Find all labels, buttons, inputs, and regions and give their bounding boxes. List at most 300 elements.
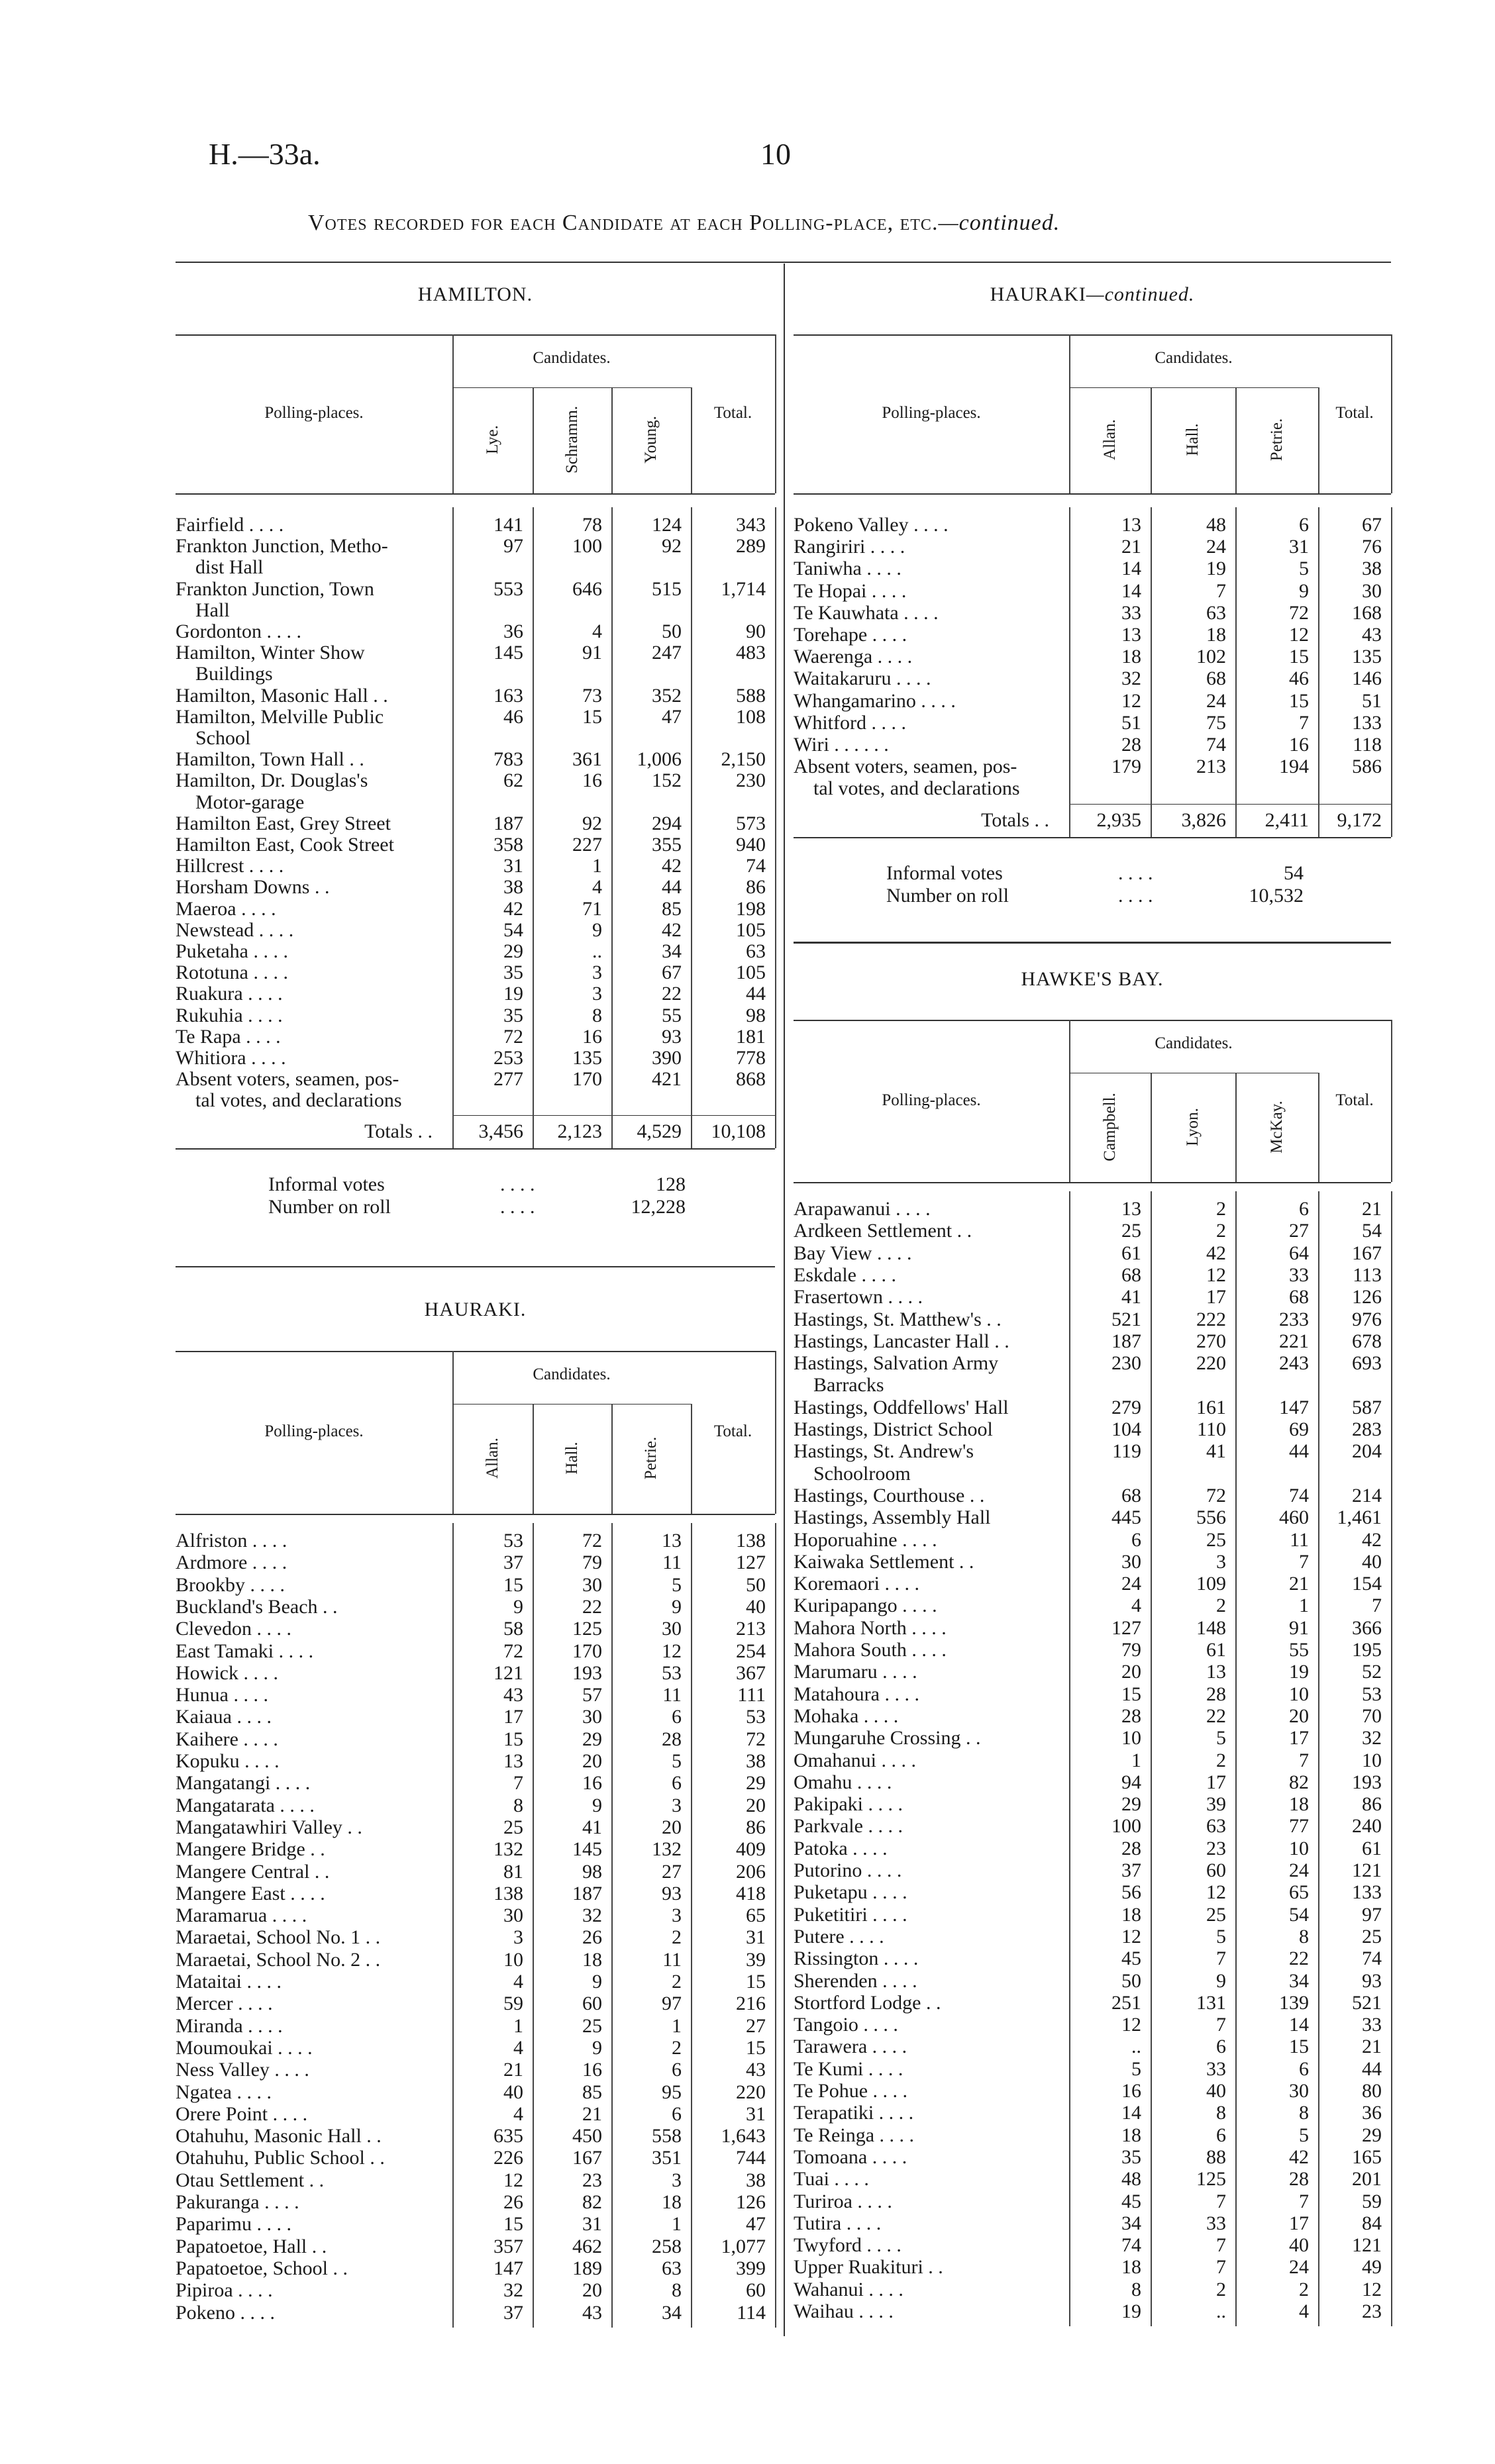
hawkes_bay-row-name: Kuripapango . . . . — [794, 1595, 937, 1617]
hauraki-row-value: 187 — [572, 1882, 602, 1904]
hauraki_cont-row-value: 51 — [1121, 711, 1141, 734]
hawkes_bay-row-value: 91 — [1289, 1616, 1309, 1639]
hawkes_bay-row-value: 41 — [1121, 1286, 1141, 1308]
hawkes_bay-row-name: Waihau . . . . — [794, 2300, 894, 2322]
hamilton-row-value: 15 — [582, 705, 602, 728]
hawkes_bay-row-name: Tuai . . . . — [794, 2168, 869, 2191]
hauraki-row-value: 15 — [746, 2036, 766, 2059]
hawkes_bay-row-value: 28 — [1289, 2168, 1309, 2191]
hauraki-row-value: 220 — [736, 2081, 766, 2103]
hawkes_bay-row-value: 678 — [1352, 1330, 1382, 1352]
hawkes_bay-row-name: Koremaori . . . . — [794, 1573, 919, 1595]
hawkes_bay-row-value: 10 — [1289, 1837, 1309, 1859]
hauraki-row-name: Papatoetoe, School . . — [176, 2257, 348, 2279]
hamilton-row-name: Hillcrest . . . . — [176, 855, 284, 877]
hawkes_bay-row-name: Bay View . . . . — [794, 1242, 912, 1264]
hauraki_cont-row-name: Whangamarino . . . . — [794, 689, 956, 712]
hauraki_cont-row-value: 33 — [1121, 601, 1141, 624]
hamilton-row-value: 16 — [582, 769, 602, 792]
hauraki-row-value: 1 — [513, 2014, 523, 2037]
hauraki_cont-totals-col-rule — [1235, 804, 1237, 837]
hauraki-row-value: 9 — [672, 1595, 682, 1618]
hauraki_cont-row-name: Rangiriri . . . . — [794, 536, 905, 558]
hamilton-informal-label: Informal votes — [268, 1173, 385, 1195]
hamilton-row-name: Absent voters, seamen, pos- — [176, 1068, 399, 1091]
hawkes_bay-row-value: 7 — [1216, 2234, 1226, 2257]
hamilton-row-name: Te Rapa . . . . — [176, 1025, 281, 1048]
hawkes_bay-row-name: Putorino . . . . — [794, 1859, 902, 1881]
hamilton-row-value: 72 — [503, 1025, 523, 1048]
hamilton-candidate-2: Young. — [642, 416, 660, 464]
hauraki-row-name: Alfriston . . . . — [176, 1530, 287, 1552]
hauraki_cont-title-continued: —continued. — [1086, 283, 1195, 305]
hawkes_bay-row-value: 69 — [1289, 1418, 1309, 1440]
hauraki-row-name: Kopuku . . . . — [176, 1750, 280, 1772]
hawkes_bay-candidate-1: Lyon. — [1184, 1107, 1202, 1146]
hamilton-totals-label: Totals . . — [364, 1120, 433, 1142]
hamilton-roll-dots: . . . . — [500, 1195, 535, 1218]
hawkes_bay-row-name: Patoka . . . . — [794, 1837, 888, 1859]
hamilton-row-value: 92 — [662, 535, 682, 558]
hamilton-row-value: 44 — [746, 983, 766, 1005]
hamilton-header-col-rule — [691, 387, 692, 493]
hawkes_bay-row-value: 243 — [1279, 1352, 1309, 1375]
hawkes_bay-row-value: 48 — [1121, 2168, 1141, 2191]
hawkes_bay-row-name: Stortford Lodge . . — [794, 1991, 941, 2014]
hauraki-title: HAURAKI. — [424, 1299, 527, 1320]
hawkes_bay-row-value: 220 — [1196, 1352, 1226, 1375]
hamilton-row-value: 44 — [662, 876, 682, 899]
hawkes_bay-body-col-rule — [1069, 1191, 1070, 2326]
hauraki-row-value: 226 — [493, 2147, 523, 2169]
hamilton-row-value: 71 — [582, 897, 602, 920]
hauraki_cont-row-value: 213 — [1196, 756, 1226, 778]
hauraki-candidate-0: Allan. — [483, 1438, 501, 1479]
hamilton-row-value: 42 — [662, 918, 682, 941]
hauraki-header-col-rule — [691, 1404, 692, 1514]
hamilton-row-value: 421 — [652, 1068, 682, 1091]
hauraki-row-value: 57 — [582, 1684, 602, 1706]
hawkes_bay-row-value: 127 — [1111, 1616, 1141, 1639]
hawkes_bay-row-name: Puketitiri . . . . — [794, 1903, 907, 1926]
hamilton-row-value: 50 — [662, 620, 682, 642]
hawkes_bay-row-value: 233 — [1279, 1308, 1309, 1330]
hawkes_bay-row-value: 121 — [1352, 1859, 1382, 1881]
hauraki_cont-row-value: 63 — [1206, 601, 1226, 624]
hauraki_cont-body-col-rule — [1151, 507, 1152, 804]
hawkes_bay-row-value: 9 — [1216, 1969, 1226, 1992]
hauraki-row-value: 399 — [736, 2257, 766, 2279]
hauraki-row-value: 43 — [746, 2059, 766, 2081]
hauraki-row-name: Miranda . . . . — [176, 2014, 283, 2037]
hawkes_bay-polling-label: Polling-places. — [882, 1091, 981, 1109]
hauraki-candidates-label: Candidates. — [533, 1365, 611, 1383]
hawkes_bay-row-name: Frasertown . . . . — [794, 1286, 923, 1308]
hauraki-row-value: 138 — [493, 1882, 523, 1904]
hamilton-row-name: Buildings — [195, 663, 273, 685]
hauraki-row-value: 82 — [582, 2191, 602, 2213]
hamilton-totals-col-rule — [691, 1115, 692, 1148]
hauraki-row-value: 41 — [582, 1816, 602, 1838]
hauraki-candidate-2: Petrie. — [642, 1436, 660, 1480]
hauraki-row-value: 12 — [662, 1640, 682, 1662]
hawkes_bay-row-name: Hastings, St. Matthew's . . — [794, 1308, 1002, 1330]
hauraki-cont-section-end-rule — [794, 942, 1391, 944]
hamilton-row-name: Newstead . . . . — [176, 918, 294, 941]
hauraki_cont-header-top-rule — [794, 334, 1391, 336]
hauraki-row-name: Mercer . . . . — [176, 1993, 273, 2015]
hawkes_bay-total-label: Total. — [1335, 1091, 1374, 1109]
hauraki-row-name: Ngatea . . . . — [176, 2081, 272, 2103]
hawkes_bay-row-value: 100 — [1111, 1815, 1141, 1838]
hauraki-row-value: 30 — [582, 1706, 602, 1728]
hamilton-row-value: 3 — [592, 961, 602, 984]
hauraki-row-value: 3 — [672, 1794, 682, 1816]
hauraki_cont-row-value: 38 — [1362, 558, 1382, 580]
hawkes_bay-row-value: 93 — [1362, 1969, 1382, 1992]
hawkes_bay-row-value: 221 — [1279, 1330, 1309, 1352]
hawkes_bay-row-name: Hoporuahine . . . . — [794, 1528, 937, 1551]
hawkes_bay-row-name: Turiroa . . . . — [794, 2190, 892, 2212]
hauraki-row-value: 351 — [652, 2147, 682, 2169]
hauraki-row-name: Otau Settlement . . — [176, 2169, 325, 2191]
hauraki-row-value: 28 — [662, 1728, 682, 1750]
hauraki-row-value: 53 — [503, 1530, 523, 1552]
hawkes_bay-row-value: 55 — [1289, 1639, 1309, 1661]
hauraki_cont-row-value: 21 — [1121, 536, 1141, 558]
hawkes_bay-row-value: 42 — [1362, 1528, 1382, 1551]
hawkes_bay-row-value: 33 — [1206, 2057, 1226, 2080]
hauraki-body-col-rule — [691, 1523, 692, 2328]
hauraki_cont-totals-col-rule — [1151, 804, 1152, 837]
hawkes_bay-row-name: Eskdale . . . . — [794, 1263, 896, 1286]
hawkes_bay-row-value: 35 — [1121, 2145, 1141, 2168]
document-code: H.—33a. — [209, 137, 321, 171]
hamilton-totals-value: 4,529 — [637, 1120, 682, 1142]
hamilton-row-name: Frankton Junction, Metho- — [176, 535, 388, 558]
hauraki-row-value: 31 — [582, 2213, 602, 2236]
hauraki_cont-row-value: 586 — [1352, 756, 1382, 778]
hawkes_bay-row-value: 63 — [1206, 1815, 1226, 1838]
hamilton-row-name: School — [195, 727, 251, 749]
hawkes_bay-row-value: 25 — [1362, 1925, 1382, 1947]
hauraki-row-value: 15 — [503, 2213, 523, 2236]
hamilton-row-value: 778 — [736, 1047, 766, 1069]
hawkes_bay-row-name: Matahoura . . . . — [794, 1683, 919, 1705]
hauraki-row-value: 216 — [736, 1993, 766, 2015]
hauraki-header-col-rule — [775, 1351, 776, 1514]
hawkes_bay-row-value: 147 — [1279, 1396, 1309, 1418]
hamilton-row-value: 198 — [736, 897, 766, 920]
hawkes_bay-row-name: Tangoio . . . . — [794, 2014, 898, 2036]
hawkes_bay-row-value: 14 — [1289, 2014, 1309, 2036]
hauraki-row-name: Pokeno . . . . — [176, 2301, 275, 2324]
hauraki-row-value: 4 — [513, 2102, 523, 2125]
hawkes_bay-row-value: 68 — [1121, 1263, 1141, 1286]
hauraki-row-value: 38 — [746, 2169, 766, 2191]
hawkes_bay-row-value: 7 — [1372, 1595, 1382, 1617]
hamilton-row-value: 277 — [493, 1068, 523, 1091]
hauraki-row-value: 1,077 — [721, 2235, 766, 2257]
hawkes_bay-row-value: 21 — [1362, 1198, 1382, 1220]
hawkes_bay-row-value: 133 — [1352, 1881, 1382, 1904]
hamilton-row-value: 22 — [662, 983, 682, 1005]
hauraki_cont-row-name: Torehape . . . . — [794, 624, 907, 646]
hauraki_cont-candidates-label: Candidates. — [1155, 349, 1233, 367]
hauraki_cont-body-col-rule — [1069, 507, 1070, 804]
hauraki-row-value: 47 — [746, 2213, 766, 2236]
hauraki-row-value: 27 — [662, 1860, 682, 1883]
hauraki-row-value: 138 — [736, 1530, 766, 1552]
hauraki-row-value: 8 — [513, 1794, 523, 1816]
hawkes_bay-row-name: Puketapu . . . . — [794, 1881, 907, 1904]
hawkes_bay-row-value: 131 — [1196, 1991, 1226, 2014]
hamilton-total-label: Total. — [713, 404, 752, 422]
hauraki-row-value: 72 — [503, 1640, 523, 1662]
hamilton-row-name: tal votes, and declarations — [195, 1089, 402, 1112]
hawkes_bay-row-value: 5 — [1216, 1925, 1226, 1947]
hauraki_cont-title: HAURAKI—continued. — [990, 283, 1195, 305]
hawkes_bay-row-value: 12 — [1121, 1925, 1141, 1947]
hauraki-row-value: 114 — [737, 2301, 766, 2324]
hauraki-row-name: Mataitai . . . . — [176, 1971, 282, 1993]
hauraki_cont-row-value: 179 — [1111, 756, 1141, 778]
hauraki-row-value: 85 — [582, 2081, 602, 2103]
hawkes_bay-row-name: Hastings, Lancaster Hall . . — [794, 1330, 1009, 1352]
hauraki_cont-totals-col-rule — [1318, 804, 1319, 837]
hauraki_cont-row-value: 12 — [1289, 624, 1309, 646]
hawkes_bay-row-name: Mahora North . . . . — [794, 1616, 947, 1639]
hauraki-row-value: 16 — [582, 2059, 602, 2081]
hauraki-row-value: 34 — [662, 2301, 682, 2324]
hamilton-row-value: 588 — [736, 684, 766, 707]
hamilton-row-value: 42 — [503, 897, 523, 920]
hauraki_cont-totals-bottom-rule — [794, 837, 1391, 838]
hauraki-row-value: 98 — [582, 1860, 602, 1883]
hauraki-row-name: Buckland's Beach . . — [176, 1595, 338, 1618]
hauraki-header-col-rule — [611, 1404, 613, 1514]
hawkes_bay-row-value: 17 — [1206, 1286, 1226, 1308]
hauraki-row-value: 744 — [736, 2147, 766, 2169]
hamilton-row-value: 361 — [572, 748, 602, 771]
hamilton-row-name: Hamilton, Dr. Douglas's — [176, 769, 368, 792]
hamilton-informal-dots: . . . . — [500, 1173, 535, 1195]
hauraki-row-value: 3 — [513, 1926, 523, 1949]
hamilton-row-name: Rototuna . . . . — [176, 961, 288, 984]
hawkes_bay-row-value: 36 — [1362, 2102, 1382, 2124]
hawkes_bay-row-value: 56 — [1121, 1881, 1141, 1904]
hamilton-header-col-rule — [533, 387, 534, 493]
hauraki_cont-row-value: 6 — [1299, 514, 1309, 536]
hawkes_bay-row-value: 33 — [1289, 1263, 1309, 1286]
hawkes_bay-row-name: Parkvale . . . . — [794, 1815, 903, 1838]
hawkes_bay-row-value: 18 — [1121, 2256, 1141, 2279]
hawkes_bay-row-value: 23 — [1362, 2300, 1382, 2322]
hauraki-row-value: 206 — [736, 1860, 766, 1883]
hawkes_bay-row-value: 21 — [1362, 2036, 1382, 2058]
hamilton-row-value: 19 — [503, 983, 523, 1005]
hauraki-row-value: 9 — [592, 1794, 602, 1816]
hawkes_bay-row-name: Hastings, Oddfellows' Hall — [794, 1396, 1009, 1418]
hauraki_cont-row-value: 51 — [1362, 689, 1382, 712]
hawkes_bay-row-value: 1 — [1131, 1749, 1141, 1771]
hawkes_bay-row-name: Barracks — [813, 1374, 884, 1397]
hauraki_cont-row-value: 13 — [1121, 514, 1141, 536]
hawkes_bay-row-value: 54 — [1289, 1903, 1309, 1926]
hauraki_cont-row-value: 15 — [1289, 689, 1309, 712]
center-divider — [784, 264, 785, 2336]
hawkes_bay-row-value: 18 — [1289, 1793, 1309, 1816]
hauraki_cont-roll-label: Number on roll — [886, 884, 1009, 907]
hawkes_bay-row-name: Putere . . . . — [794, 1925, 884, 1947]
hauraki-row-value: 409 — [736, 1838, 766, 1861]
hauraki-row-value: 18 — [662, 2191, 682, 2213]
hawkes_bay-row-value: 2 — [1216, 1749, 1226, 1771]
hawkes_bay-row-value: 1,461 — [1337, 1506, 1382, 1529]
hauraki_cont-row-value: 68 — [1206, 667, 1226, 690]
hauraki-row-name: Maramarua . . . . — [176, 1904, 307, 1927]
hauraki-row-value: 97 — [662, 1993, 682, 2015]
hauraki_cont-row-value: 28 — [1121, 734, 1141, 756]
hawkes_bay-body-col-rule — [1235, 1191, 1237, 2326]
hauraki_cont-row-value: 146 — [1352, 667, 1382, 690]
hawkes_bay-row-value: 28 — [1121, 1837, 1141, 1859]
hauraki-row-value: 21 — [503, 2059, 523, 2081]
hauraki-row-name: Brookby . . . . — [176, 1573, 285, 1596]
hauraki-row-value: 367 — [736, 1661, 766, 1684]
hauraki_cont-totals-value: 2,935 — [1096, 809, 1141, 831]
hauraki-row-value: 357 — [493, 2235, 523, 2257]
hamilton-totals-col-rule — [611, 1115, 613, 1148]
hauraki-row-value: 132 — [652, 1838, 682, 1861]
hawkes_bay-row-value: 11 — [1290, 1528, 1309, 1551]
hamilton-row-value: 573 — [736, 812, 766, 834]
hauraki_cont-candidate-1: Hall. — [1184, 423, 1202, 456]
hawkes_bay-header-col-rule — [1235, 1073, 1237, 1182]
hawkes_bay-row-value: 7 — [1299, 1550, 1309, 1573]
hauraki_cont-header-col-rule — [1391, 334, 1392, 493]
hauraki_cont-row-value: 13 — [1121, 624, 1141, 646]
hawkes_bay-row-value: 167 — [1352, 1242, 1382, 1264]
hamilton-row-value: 29 — [503, 940, 523, 962]
hawkes_bay-row-value: 5 — [1216, 1727, 1226, 1749]
hauraki_cont-body-col-rule — [1391, 507, 1392, 804]
hawkes_bay-row-value: 97 — [1362, 1903, 1382, 1926]
hawkes_bay-row-value: 72 — [1206, 1484, 1226, 1506]
hamilton-row-value: 247 — [652, 642, 682, 664]
hawkes_bay-row-value: 54 — [1362, 1220, 1382, 1242]
hawkes_bay-row-value: 40 — [1362, 1550, 1382, 1573]
hauraki_cont-row-value: 46 — [1289, 667, 1309, 690]
hauraki-row-value: 60 — [746, 2279, 766, 2302]
hauraki_cont-totals-col-rule — [1391, 804, 1392, 837]
hamilton-row-value: 63 — [746, 940, 766, 962]
hauraki_cont-row-value: 118 — [1353, 734, 1382, 756]
hauraki-row-value: 30 — [662, 1618, 682, 1640]
hawkes_bay-row-name: Pakipaki . . . . — [794, 1793, 903, 1816]
hauraki-row-value: 418 — [736, 1882, 766, 1904]
hauraki-row-value: 32 — [582, 1904, 602, 1927]
hawkes_bay-row-value: 80 — [1362, 2080, 1382, 2102]
hawkes_bay-body-col-rule — [1391, 1191, 1392, 2326]
hamilton-candidates-label: Candidates. — [533, 349, 611, 367]
hauraki-row-value: 11 — [662, 1684, 682, 1706]
hawkes_bay-row-name: Marumaru . . . . — [794, 1661, 917, 1683]
hamilton-totals-value: 10,108 — [711, 1120, 766, 1142]
hamilton-row-value: 62 — [503, 769, 523, 792]
hauraki-header-col-rule — [533, 1404, 534, 1514]
hauraki_cont-row-value: 67 — [1362, 514, 1382, 536]
hauraki_cont-row-value: 76 — [1362, 536, 1382, 558]
hauraki-row-value: 31 — [746, 2102, 766, 2125]
hamilton-row-value: 294 — [652, 812, 682, 834]
hamilton-row-name: Hamilton, Masonic Hall . . — [176, 684, 388, 707]
hauraki_cont-totals-value: 3,826 — [1181, 809, 1226, 831]
hauraki-row-value: 121 — [493, 1661, 523, 1684]
hamilton-row-value: 1,714 — [721, 577, 766, 600]
hauraki_cont-row-value: 102 — [1196, 646, 1226, 668]
hamilton-row-value: 105 — [736, 961, 766, 984]
hauraki_cont-row-value: 14 — [1121, 558, 1141, 580]
hauraki-row-value: 15 — [746, 1971, 766, 1993]
hauraki-body-col-rule — [533, 1523, 534, 2328]
hawkes_bay-row-value: 214 — [1352, 1484, 1382, 1506]
hamilton-row-value: 135 — [572, 1047, 602, 1069]
hauraki-row-value: 72 — [746, 1728, 766, 1750]
hamilton-row-value: 1 — [592, 855, 602, 877]
hauraki-row-name: Pakuranga . . . . — [176, 2191, 299, 2213]
hamilton-row-name: Fairfield . . . . — [176, 514, 284, 536]
hamilton-totals-bottom-rule — [176, 1148, 775, 1150]
hawkes_bay-row-value: 86 — [1362, 1793, 1382, 1816]
hawkes_bay-row-value: 24 — [1289, 2256, 1309, 2279]
hamilton-row-value: 100 — [572, 535, 602, 558]
hamilton-row-value: 515 — [652, 577, 682, 600]
hauraki-row-value: 23 — [582, 2169, 602, 2191]
hawkes_bay-row-value: 109 — [1196, 1573, 1226, 1595]
hauraki-row-name: Maraetai, School No. 2 . . — [176, 1948, 381, 1971]
hauraki-row-name: Mangatangi . . . . — [176, 1772, 311, 1795]
hawkes_bay-row-value: 39 — [1206, 1793, 1226, 1816]
hauraki_cont-row-name: Waerenga . . . . — [794, 646, 913, 668]
hauraki-row-value: 11 — [662, 1552, 682, 1574]
hauraki-candidate-1: Hall. — [562, 1442, 581, 1475]
hawkes_bay-row-value: 49 — [1362, 2256, 1382, 2279]
hauraki-row-value: 145 — [572, 1838, 602, 1861]
hamilton-row-value: 3 — [592, 983, 602, 1005]
hawkes_bay-row-value: 13 — [1121, 1198, 1141, 1220]
hauraki-row-value: 37 — [503, 2301, 523, 2324]
hauraki-header-bottom-rule — [176, 1514, 775, 1515]
hamilton-row-value: 4 — [592, 620, 602, 642]
hauraki-row-value: 462 — [572, 2235, 602, 2257]
hauraki_cont-row-name: Waitakaruru . . . . — [794, 667, 931, 690]
hawkes_bay-row-value: 8 — [1131, 2278, 1141, 2300]
hawkes_bay-row-name: Hastings, Salvation Army — [794, 1352, 999, 1375]
hauraki_cont-row-value: 19 — [1206, 558, 1226, 580]
hauraki-row-value: 9 — [513, 1595, 523, 1618]
hawkes_bay-header-col-rule — [1151, 1073, 1152, 1182]
hamilton-row-value: .. — [592, 940, 602, 962]
hauraki-row-name: Mangere Bridge . . — [176, 1838, 325, 1861]
hauraki-row-value: 3 — [672, 2169, 682, 2191]
hauraki_cont-row-value: 16 — [1289, 734, 1309, 756]
hawkes_bay-row-value: 7 — [1216, 2014, 1226, 2036]
hawkes_bay-row-value: 12 — [1206, 1881, 1226, 1904]
hauraki-row-value: 9 — [592, 2036, 602, 2059]
hamilton-row-name: Ruakura . . . . — [176, 983, 283, 1005]
hauraki-row-value: 6 — [672, 2059, 682, 2081]
